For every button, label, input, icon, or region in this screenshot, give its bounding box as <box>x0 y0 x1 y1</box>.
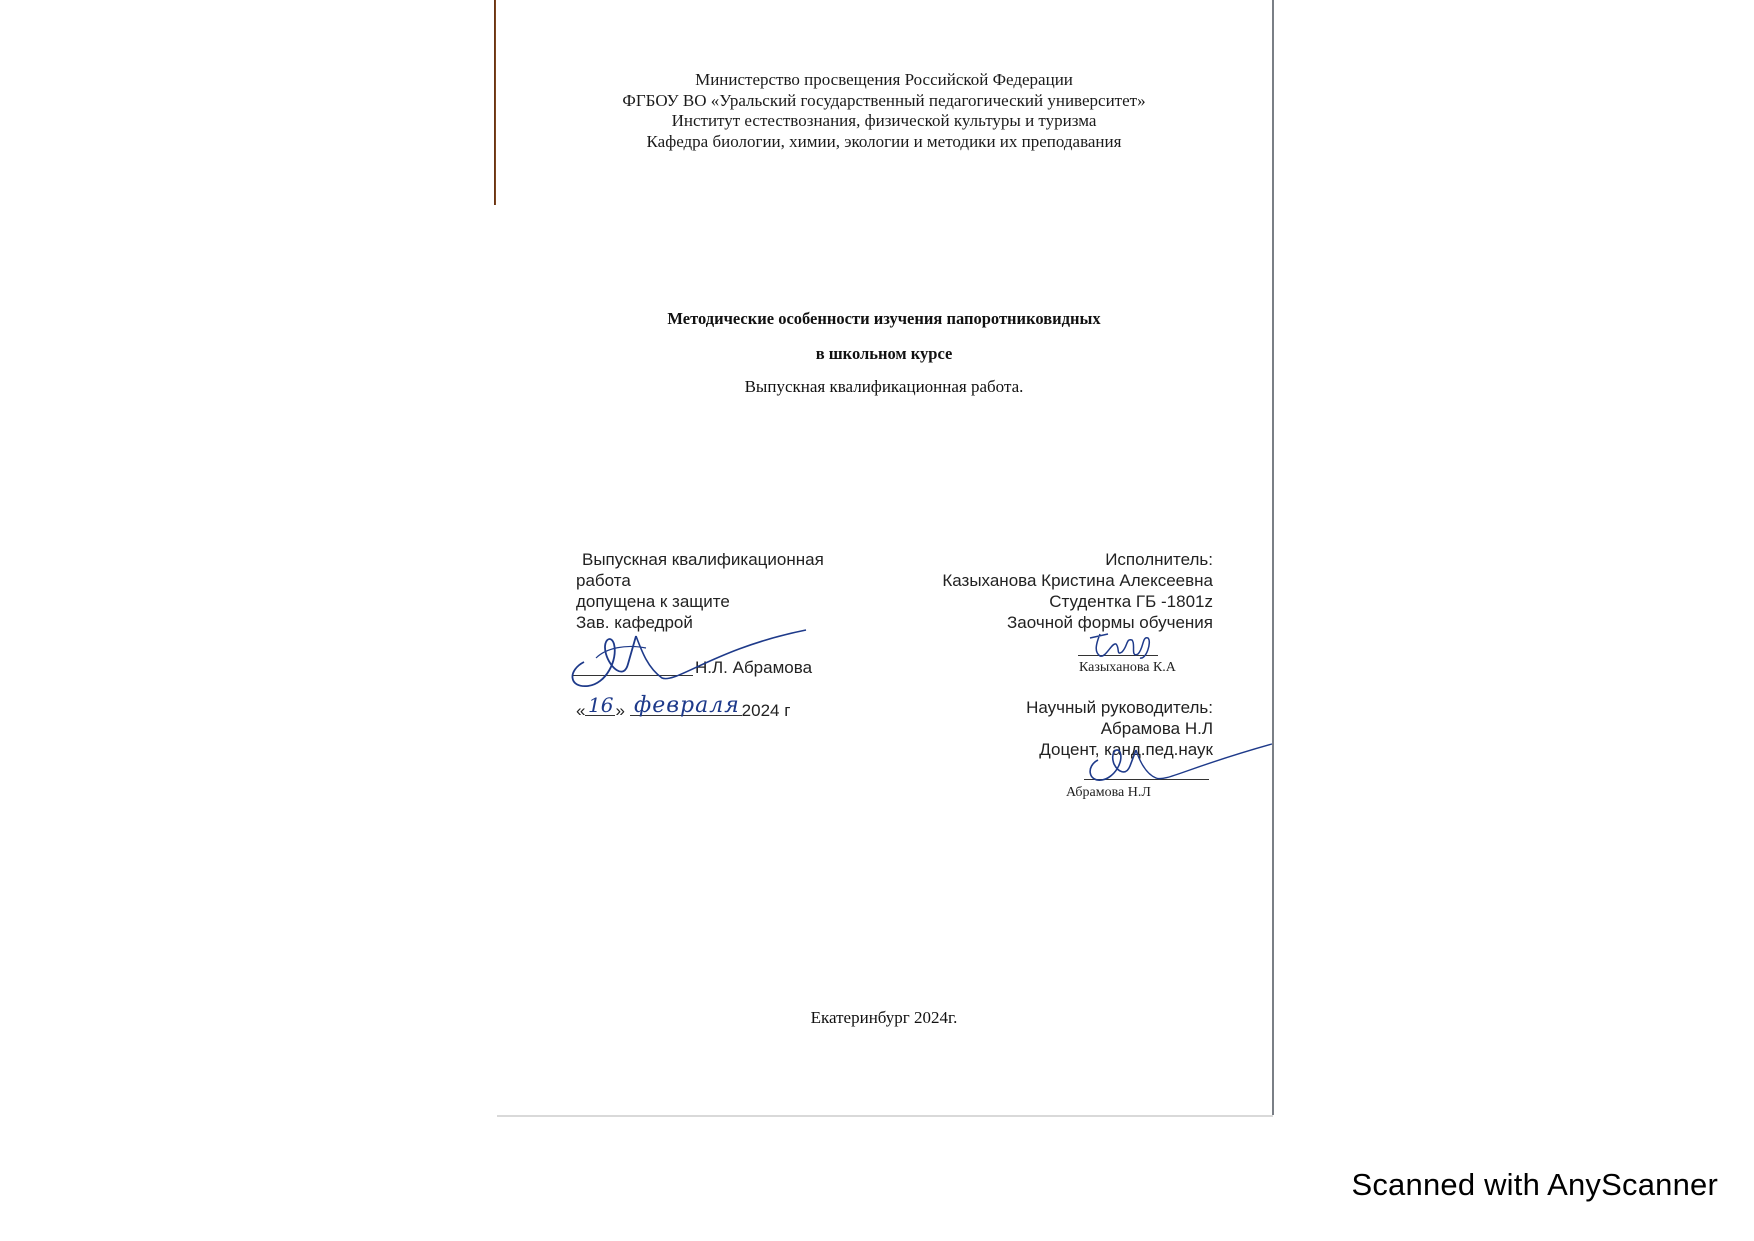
approval-line: Выпускная квалификационная <box>582 550 824 569</box>
author-role: Исполнитель: <box>1105 550 1213 569</box>
supervisor-title: Доцент, канд.пед.наук <box>1039 740 1213 759</box>
thesis-subtitle: Выпускная квалификационная работа. <box>744 377 1024 396</box>
city-year: Екатеринбург 2024г. <box>810 1008 958 1027</box>
author-block <box>942 549 1213 633</box>
supervisor-signature-caption: Абрамова Н.Л <box>1066 785 1151 800</box>
date-quote-close: » <box>615 701 625 720</box>
supervisor-signature-icon <box>1086 740 1272 790</box>
head-of-department-name: Н.Л. Абрамова <box>695 658 813 677</box>
thesis-title-line1: Методические особенности изучения папоротниковидных <box>667 309 1101 328</box>
handwritten-day: 16 <box>588 693 614 717</box>
author-study-form: Заочной формы обучения <box>1007 613 1213 632</box>
date-quote-open: « <box>576 701 586 720</box>
supervisor-name: Абрамова Н.Л <box>1100 719 1213 738</box>
approval-line: Зав. кафедрой <box>576 613 693 632</box>
header-line: Институт естествознания, физической культуры и туризма <box>671 111 1097 130</box>
document-page <box>496 0 1274 1115</box>
approval-line: работа <box>576 571 631 590</box>
author-signature-caption: Казыханова К.А <box>1079 660 1176 675</box>
handwritten-month: февраля <box>634 693 740 718</box>
thesis-title-line2: в школьном курсе <box>815 344 953 363</box>
author-signature-icon <box>1086 628 1166 662</box>
scanner-watermark: Scanned with AnyScanner <box>1351 1167 1718 1202</box>
approval-line: допущена к защите <box>576 592 730 611</box>
header-line: ФГБОУ ВО «Уральский государственный педагогический университет» <box>622 90 1146 110</box>
author-full-name: Казыханова Кристина Алексеевна <box>942 571 1213 590</box>
head-signature-icon <box>566 618 806 693</box>
supervisor-role: Научный руководитель: <box>1026 698 1213 717</box>
header-line: Кафедра биологии, химии, экологии и методики их преподавания <box>646 131 1122 151</box>
date-year: 2024 г <box>741 701 791 720</box>
institution-header <box>496 70 1272 152</box>
author-group: Студентка ГБ -1801z <box>1049 592 1213 611</box>
header-line: Министерство просвещения Российской Федерации <box>695 70 1073 89</box>
